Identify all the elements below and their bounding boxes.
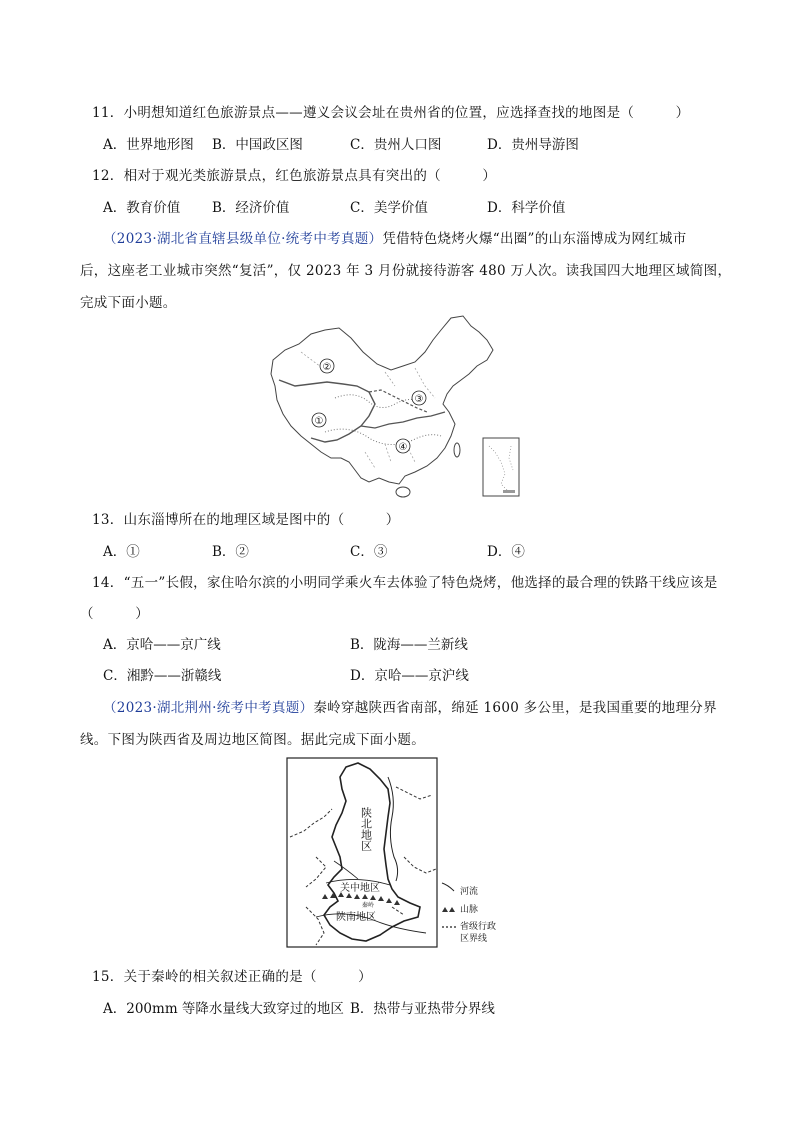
q13-option-b: B．②: [212, 544, 249, 560]
q11-option-c: C．贵州人口图: [350, 137, 442, 153]
q15-option-b: B．热带与亚热带分界线: [350, 1001, 495, 1017]
passage1-line3: 完成下面小题。: [80, 295, 177, 311]
q14-option-d: D．京哈——京沪线: [350, 668, 469, 684]
legend-boundary-1: 省级行政: [460, 922, 497, 932]
q11-option-a: A．世界地形图: [103, 137, 194, 153]
q12-option-a: A．教育价值: [103, 200, 181, 216]
passage1-line1-text: 凭借特色烧烤火爆“出圈”的山东淄博成为网红城市: [382, 231, 687, 247]
q12-stem: 12．相对于观光类旅游景点，红色旅游景点具有突出的（ ）: [92, 168, 497, 184]
q14-stem-cont: （ ）: [80, 606, 149, 622]
q12-option-b: B．经济价值: [212, 200, 290, 216]
q11-option-d: D．贵州导游图: [487, 137, 579, 153]
q12-option-c: C．美学价值: [350, 200, 428, 216]
q14-stem: 14．“五一”长假，家住哈尔滨的小明同学乘火车去体验了特色烧烤，他选择的最合理的铁路干线应该是: [92, 575, 718, 591]
q15-option-a: A．200mm 等降水量线大致穿过的地区: [103, 1001, 344, 1017]
legend-river: 河流: [460, 887, 479, 897]
yellow-river: [335, 395, 423, 408]
q14-option-b: B．陇海——兰新线: [350, 637, 468, 653]
passage2-line2: 线。下图为陕西省及周边地区简图。据此完成下面小题。: [80, 732, 425, 748]
passage1-source: （2023·湖北省直辖县级单位·统考中考真题）: [103, 231, 383, 247]
region-north-label: 陕北地区: [359, 807, 373, 851]
mountain-label: 秦岭: [361, 902, 375, 909]
china-regions-map: [265, 312, 527, 504]
region-label-4: ④: [398, 442, 408, 453]
passage2-line1: [103, 696, 717, 716]
legend-river-symbol: [442, 883, 454, 891]
taiwan-island: [454, 443, 460, 457]
region-label-2: ②: [322, 362, 332, 373]
passage2-source: （2023·湖北荆州·统考中考真题）: [103, 700, 314, 716]
q12-option-d: D．科学价值: [487, 200, 566, 216]
q14-option-c: C．湘黔——浙赣线: [103, 668, 222, 684]
passage2-line1-text: 秦岭穿越陕西省南部，绵延 1600 多公里，是我国重要的地理分界: [313, 700, 717, 716]
legend-boundary-2: 区界线: [460, 934, 488, 944]
passage1-line1: [103, 227, 687, 247]
passage1-line2: 后，这座老工业城市突然“复活”，仅 2023 年 3 月份就接待游客 480 万人次。读我国四大地理区域简图，: [80, 263, 732, 279]
legend-mountain-symbol: [442, 907, 455, 912]
hainan-island: [396, 487, 410, 497]
q13-stem: 13．山东淄博所在的地理区域是图中的（ ）: [92, 512, 400, 528]
region-south-label: 陕南地区: [336, 912, 376, 923]
q11-option-b: B．中国政区图: [212, 137, 303, 153]
shaanxi-map: [286, 757, 506, 949]
south-china-sea-inset: [483, 438, 519, 496]
china-outline: [271, 316, 493, 484]
region-label-1: ①: [314, 416, 324, 427]
q11-stem: 11．小明想知道红色旅游景点——遵义会议会址在贵州省的位置，应选择查找的地图是（ ）: [92, 105, 690, 121]
boundary-north-south: [361, 412, 445, 428]
legend-mountain: 山脉: [460, 905, 479, 915]
region-central-label: 关中地区: [340, 883, 380, 894]
q13-option-d: D．④: [487, 544, 525, 560]
q13-option-c: C．③: [350, 544, 388, 560]
q13-option-a: A．①: [103, 544, 140, 560]
q15-stem: 15．关于秦岭的相关叙述正确的是（ ）: [92, 969, 372, 985]
q14-option-a: A．京哈——京广线: [103, 637, 221, 653]
region-label-3: ③: [414, 394, 424, 405]
